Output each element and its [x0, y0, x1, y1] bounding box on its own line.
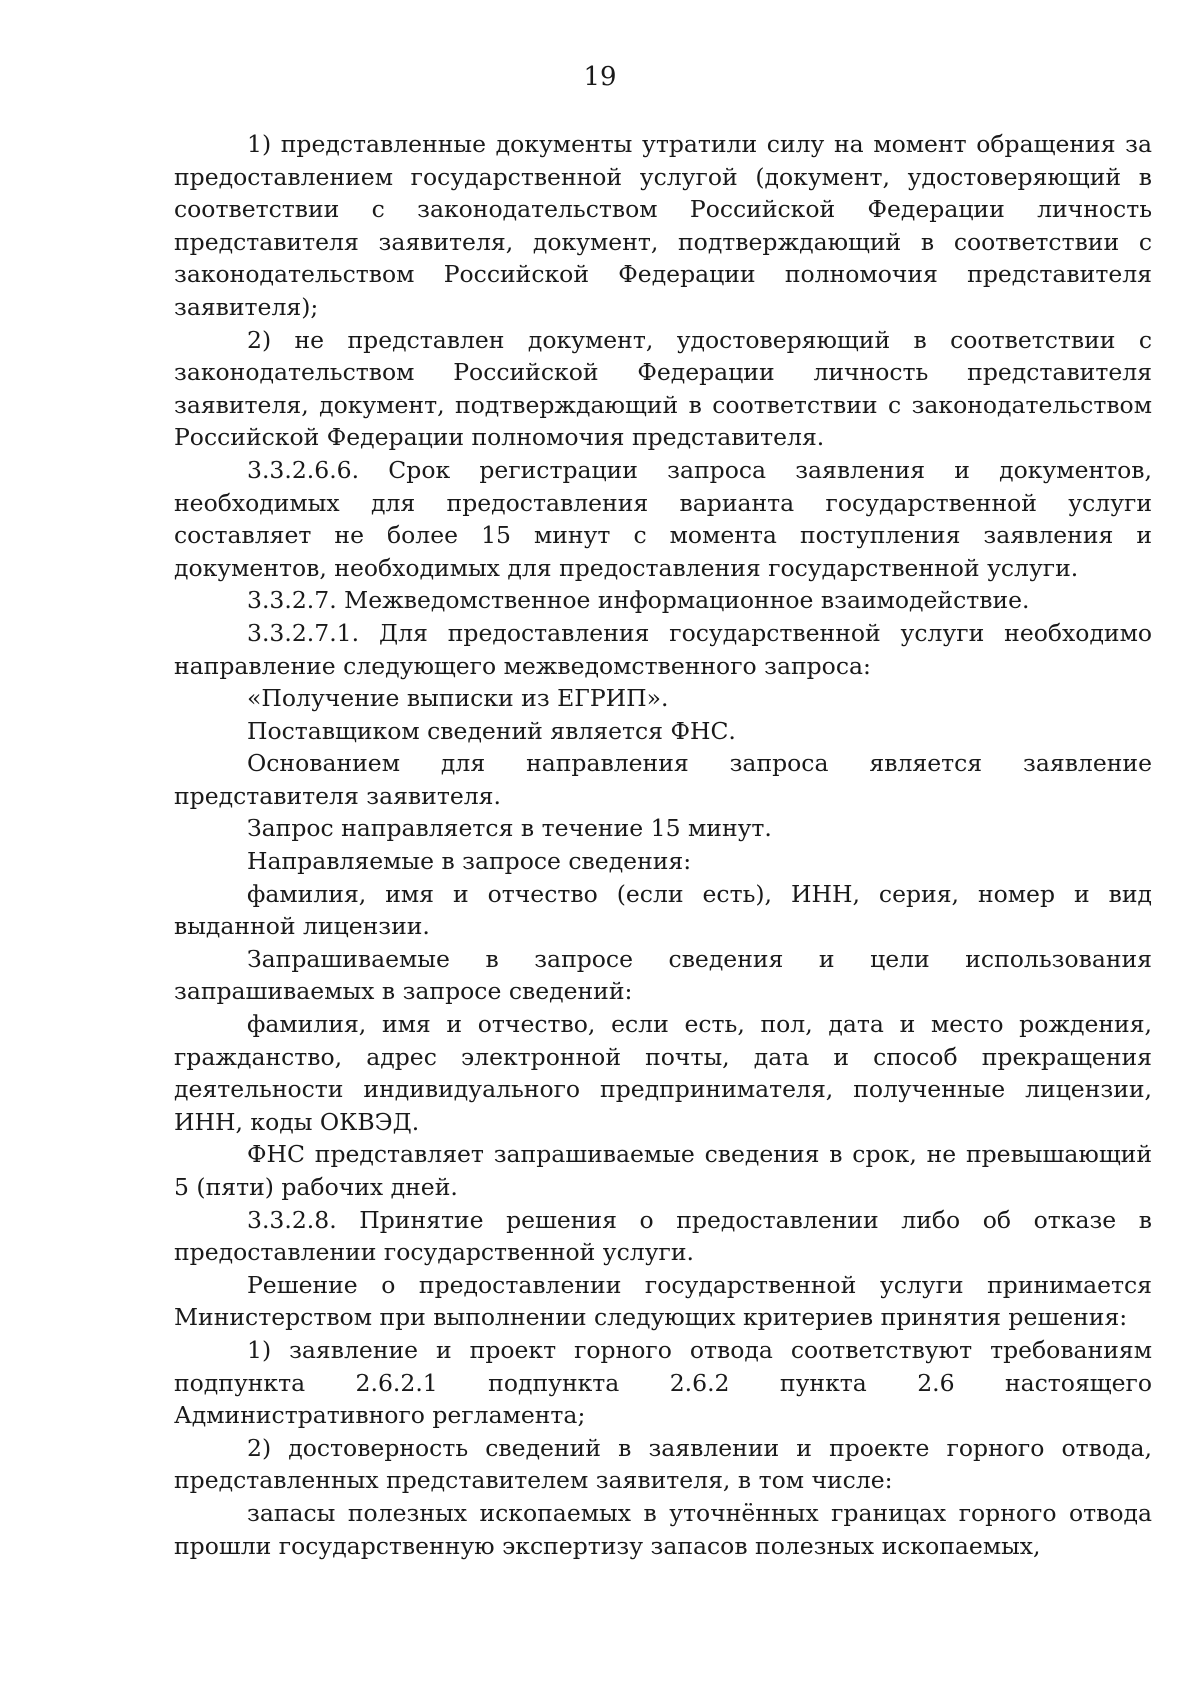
paragraph: 1) представленные документы утратили силу на момент обращения за предоставлением государственной услугой (документ, удостоверяющий в соответствии с законодательством Российской Федерации личность представителя заявителя, документ, подтверждающий в соответствии с законодательством Российской Федерации полномочия представителя заявителя); [174, 130, 1152, 321]
paragraph: 3.3.2.8. Принятие решения о предоставлении либо об отказе в предоставлении государственной услуги. [174, 1205, 1152, 1267]
paragraph: Направляемые в запросе сведения: [247, 847, 692, 876]
paragraph: «Получение выписки из ЕГРИП». [247, 684, 669, 713]
paragraph: ФНС представляет запрашиваемые сведения в срок, не превышающий 5 (пяти) рабочих дней. [174, 1140, 1152, 1201]
paragraph: 3.3.2.7.1. Для предоставления государственной услуги необходимо направление следующего межведомственного запроса: [174, 618, 1152, 680]
page-number: 19 [583, 62, 617, 92]
paragraph: 2) достоверность сведений в заявлении и проекте горного отвода, представленных представителем заявителя, в том числе: [174, 1433, 1152, 1495]
paragraph: 2) не представлен документ, удостоверяющий в соответствии с законодательством Российской Федерации личность представителя заявителя, документ, подтверждающий в соответствии с законодательством Российской Федерации полномочия представителя. [174, 325, 1152, 452]
paragraph: 3.3.2.7. Межведомственное информационное взаимодействие. [247, 586, 1030, 615]
paragraph: Основанием для направления запроса является заявление представителя заявителя. [174, 749, 1152, 810]
paragraph: 1) заявление и проект горного отвода соответствуют требованиям подпункта 2.6.2.1 подпункта 2.6.2 пункта 2.6 настоящего Административного регламента; [174, 1335, 1152, 1430]
paragraph: запасы полезных ископаемых в уточнённых границах горного отвода прошли государственную экспертизу запасов полезных ископаемых, [174, 1498, 1152, 1560]
paragraph: Решение о предоставлении государственной услуги принимается Министерством при выполнении следующих критериев принятия решения: [174, 1270, 1152, 1332]
paragraph: 3.3.2.6.6. Срок регистрации запроса заявления и документов, необходимых для предоставления варианта государственной услуги составляет не более 15 минут с момента поступления заявления и документов, необходимых для предоставления государственной услуги. [174, 455, 1152, 582]
paragraph: фамилия, имя и отчество (если есть), ИНН, серия, номер и вид выданной лицензии. [174, 879, 1152, 941]
paragraph: Запрашиваемые в запросе сведения и цели использования запрашиваемых в запросе сведений: [174, 944, 1152, 1006]
paragraph: Запрос направляется в течение 15 минут. [247, 814, 772, 843]
document-body [174, 128, 1152, 1562]
paragraph: фамилия, имя и отчество, если есть, пол, дата и место рождения, гражданство, адрес электронной почты, дата и способ прекращения деятельности индивидуального предпринимателя, полученные лицензии, ИНН, коды ОКВЭД. [174, 1010, 1152, 1136]
paragraph: Поставщиком сведений является ФНС. [247, 716, 736, 745]
